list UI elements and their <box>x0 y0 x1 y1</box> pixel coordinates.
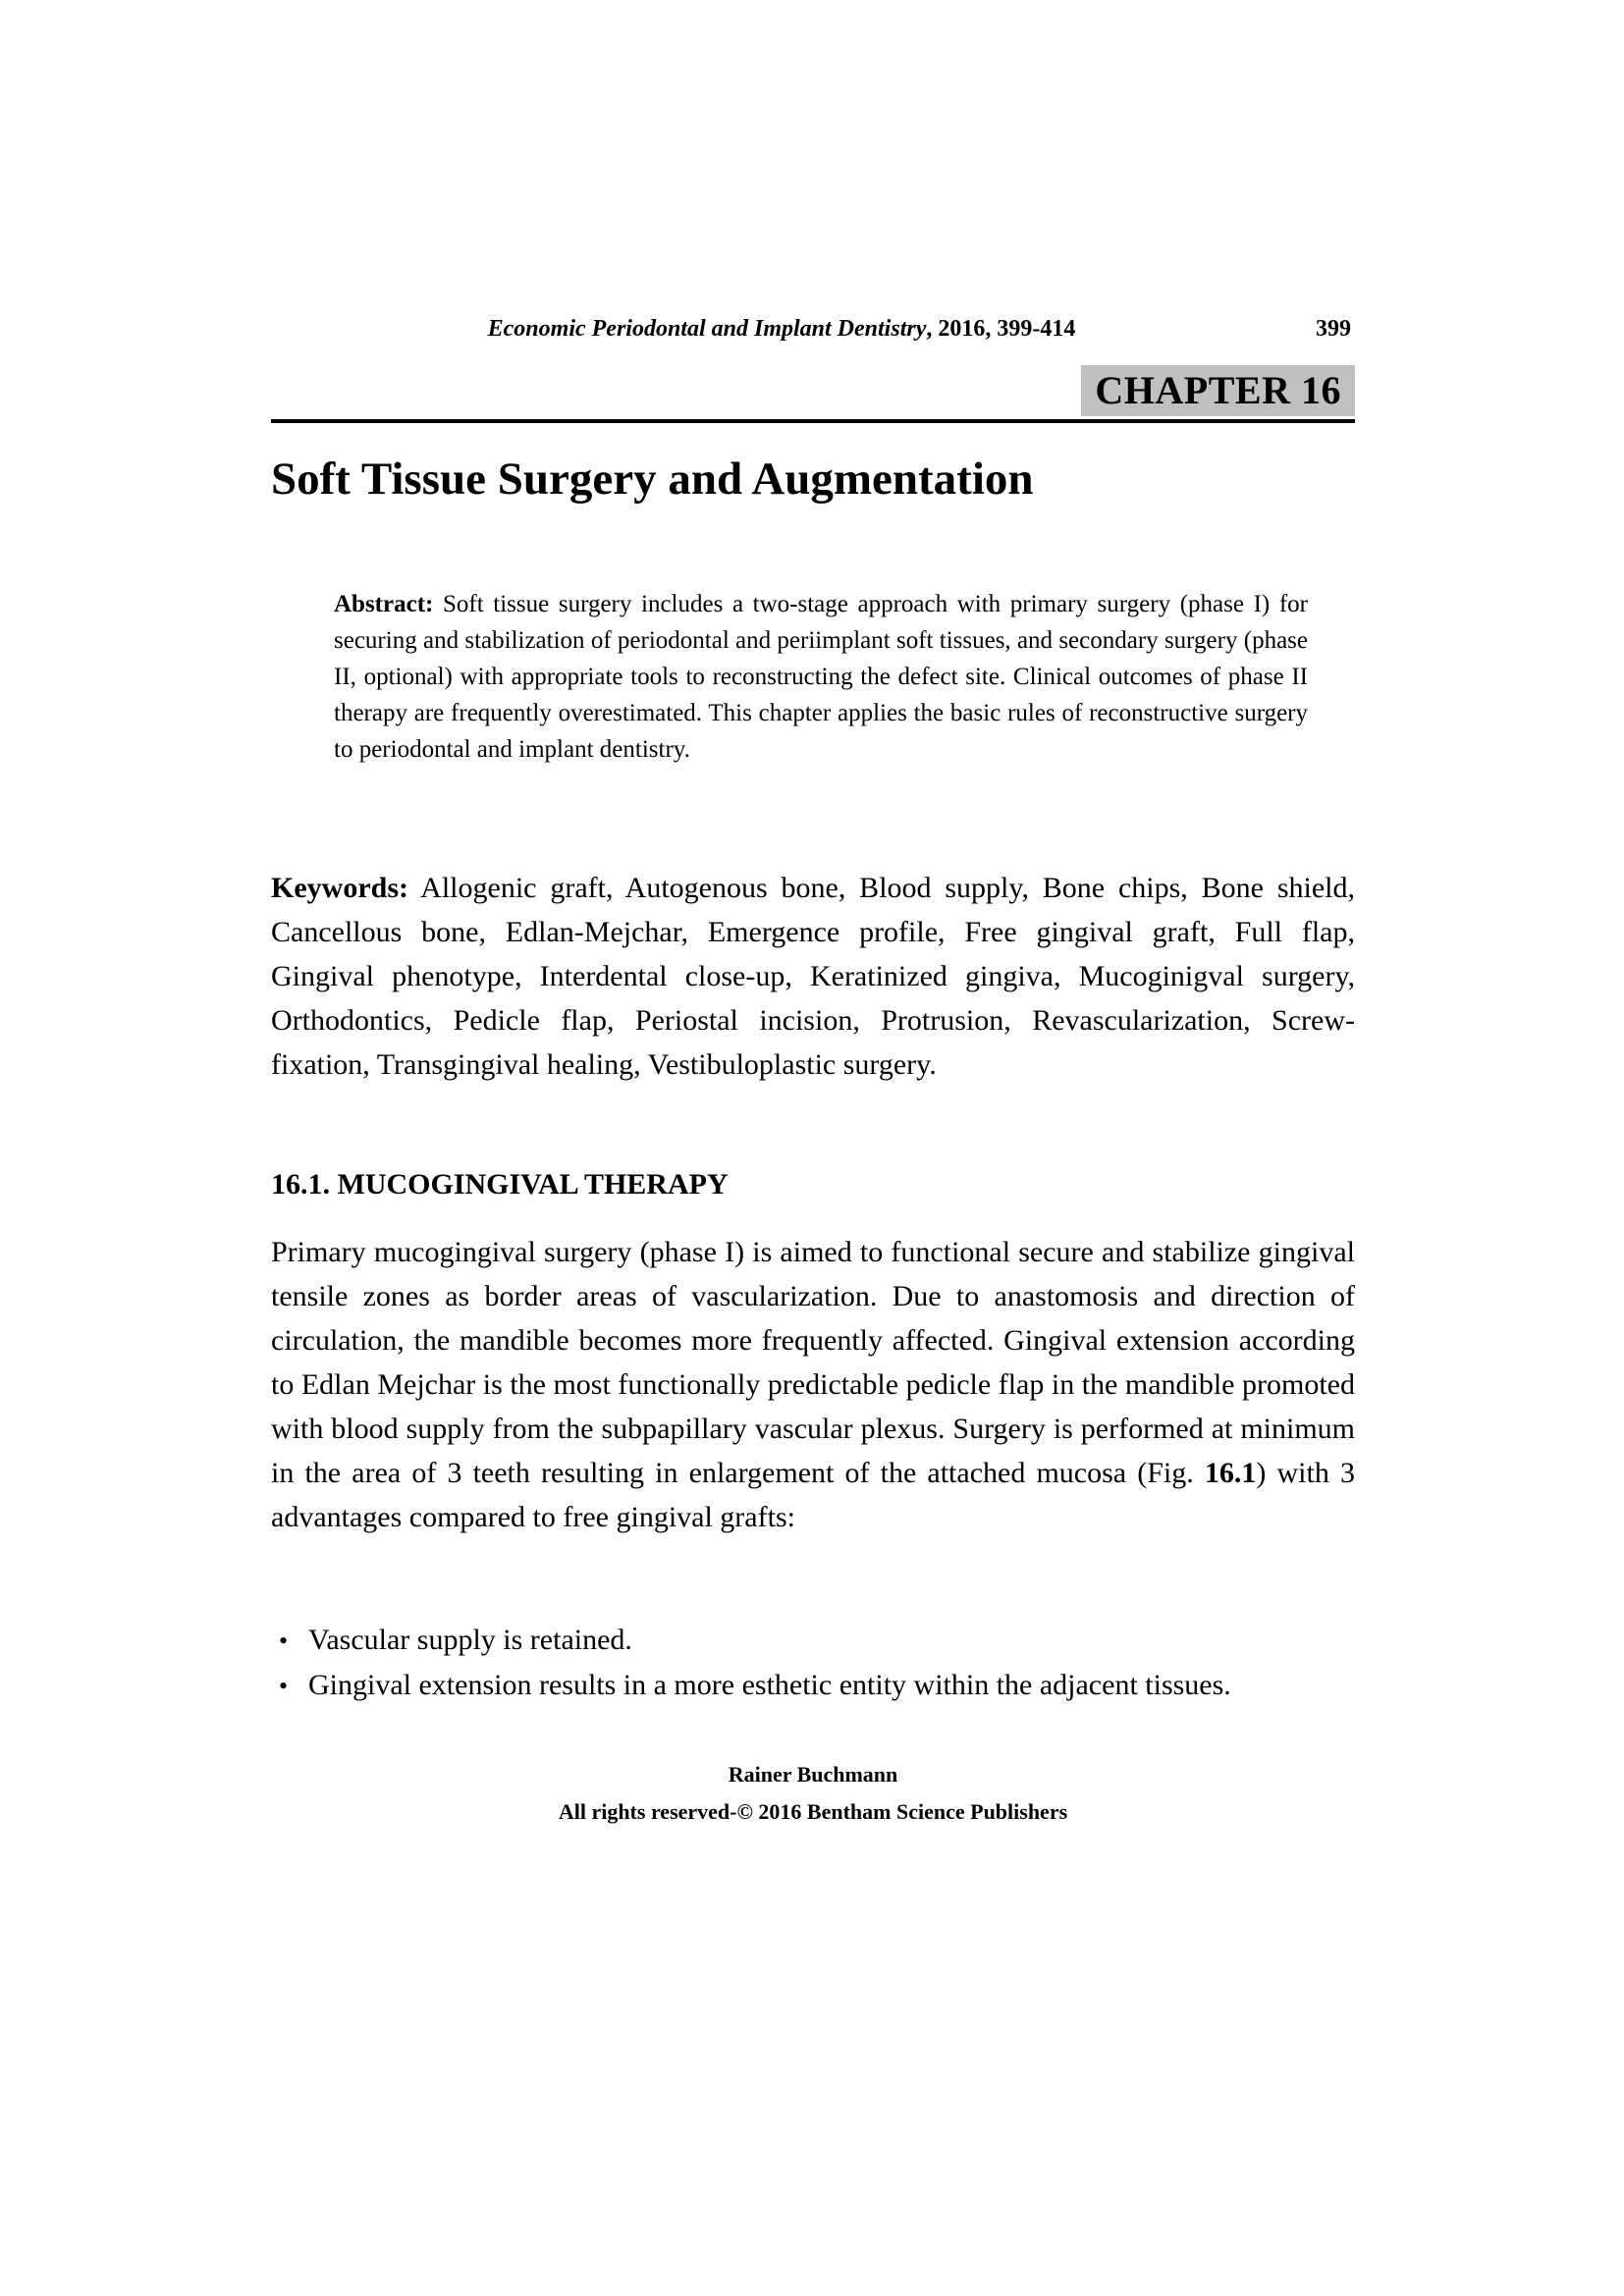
text-segment: Economic Periodontal and Implant Dentistry <box>487 316 927 342</box>
abstract-paragraph <box>334 586 1308 768</box>
footer-author: Rainer Buchmann <box>728 1762 898 1787</box>
journal-reference <box>271 316 1292 343</box>
text-segment: Allogenic graft, Autogenous bone, Blood supply, Bone chips, Bone shield, Cancellous bone, Edlan-Mejchar, Emergence profile, Free gingival graft, Full flap, Gingival phenotype, Interdental close-up, Keratinized gingiva, Mucoginigval surgery, Orthodontics, Pedicle flap, Periostal incision, Protrusion, Revascularization, Screw-fixation, Transgingival healing, Vestibuloplastic surgery. <box>271 872 1355 1081</box>
text-segment: , 2016, 399-414 <box>926 316 1076 342</box>
running-header <box>271 316 1355 349</box>
text-segment: 16.1 <box>1204 1457 1257 1489</box>
bullet-icon: • <box>279 1627 289 1655</box>
bullet-item <box>271 1663 1355 1708</box>
header-divider-rule <box>271 419 1355 423</box>
bullet-icon: • <box>279 1672 289 1700</box>
bullet-item <box>271 1618 1355 1663</box>
text-segment: Abstract: <box>334 591 434 617</box>
keywords-paragraph <box>271 866 1355 1087</box>
text-segment: Soft tissue surgery includes a two-stage approach with primary surgery (phase I) for securing and stabilization of periodontal and periimplant soft tissues, and secondary surgery (phase II, optional) with appropriate tools to reconstructing the defect site. Clinical outcomes of phase II therapy are frequently overestimated. This chapter applies the basic rules of reconstructive surgery to periodontal and implant dentistry. <box>334 591 1308 763</box>
bullet-text: Gingival extension results in a more esthetic entity within the adjacent tissues. <box>308 1669 1231 1701</box>
page-number: 399 <box>1316 316 1351 342</box>
text-segment: Primary mucogingival surgery (phase I) is aimed to functional secure and stabilize gingival tensile zones as border areas of vascularization. Due to anastomosis and direction of circulation, the mandible becomes more frequently affected. Gingival extension according to Edlan Mejchar is the most functionally predictable pedicle flap in the mandible promoted with blood supply from the subpapillary vascular plexus. Surgery is performed at minimum in the area of 3 teeth resulting in enlargement of the attached mucosa (Fig. <box>271 1236 1355 1489</box>
page-footer <box>271 1756 1355 1831</box>
section-heading: 16.1. MUCOGINGIVAL THERAPY <box>271 1168 729 1201</box>
section-paragraph <box>271 1230 1355 1539</box>
text-segment: ) with 3 advantages compared to free gingival grafts: <box>271 1457 1355 1533</box>
advantages-bullet-list <box>271 1618 1355 1708</box>
chapter-title: Soft Tissue Surgery and Augmentation <box>271 454 1034 505</box>
footer-rights: All rights reserved-© 2016 Bentham Science Publishers <box>558 1799 1068 1824</box>
bullet-text: Vascular supply is retained. <box>308 1624 632 1656</box>
text-segment: Keywords: <box>271 872 408 904</box>
chapter-badge: CHAPTER 16 <box>1081 365 1355 416</box>
